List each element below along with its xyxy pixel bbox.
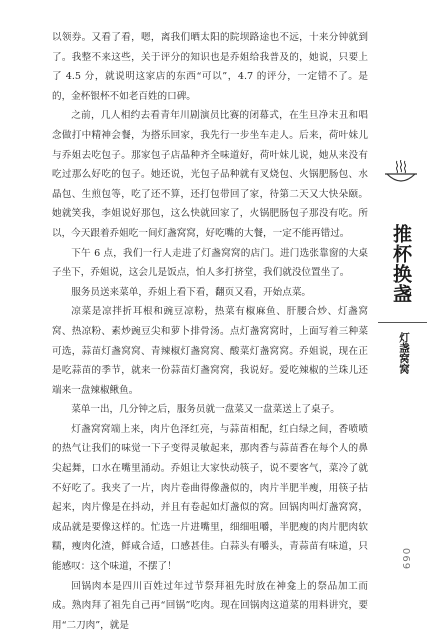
steaming-bowl-icon (384, 160, 418, 184)
paragraph-5: 凉菜是凉拌折耳根和豌豆凉粉，热菜有椒麻鱼、肝腰合炒、灯盏窝窝、热凉粉、素炒豌豆尖和萝卜排骨汤。点灯盏窝窝时，上面写着三种菜可选，蒜苗灯盏窝窝、青辣椒灯盏窝窝、酸菜灯盏窝窝。乔姐说，现在正是吃蒜苗的季节，就来一份蒜苗灯盏窝窝，我说好。爱吃辣椒的兰珠儿还端来一盘辣椒鳅鱼。 (52, 306, 368, 396)
paragraph-3: 下午 6 点，我们一行人走进了灯盏窝窝的店门。进门选张靠窗的大桌子坐下，乔姐说，这会儿是饭点，怕人多打挤堂，我们就没位置坐了。 (52, 247, 368, 279)
sidebar-divider (378, 322, 427, 323)
section-title: 灯盏窝窝 (398, 332, 410, 374)
paragraph-6: 菜单一出，几分钟之后，服务员就一盘菜又一盘菜送上了桌子。 (71, 404, 340, 416)
paragraph-4: 服务员送来菜单，乔姐上看下看，翻页又看，开始点菜。 (71, 286, 312, 298)
paragraph-7: 灯盏窝窝端上来，肉片色泽红亮，与蒜苗相配，红白绿之间，香喷喷的热气让我们的味觉一下子变得灵敏起来，那肉香与蒜苗香在每个人的鼻尖起舞，口水在嘴里涌动。乔姐让大家快动筷子，说不要客气，菜冷了就不好吃了。我夹了一片，肉片卷曲得像盏似的，肉片半肥半瘦，用筷子拈起来，肉片像是在抖动，并且有卷起如灯盏似的窝。回锅肉叫灯盏窝窝，成品就是要像这样的。忙选一片进嘴里，细细咀嚼，半肥瘦的肉片肥肉软糯，瘦肉化渣，鲜咸合适，口感甚佳。白蒜头有嚼头，青蒜苗有味道，只能感叹：这个味道，不摆了！ (52, 423, 368, 573)
paragraph-8: 回锅肉本是四川百姓过年过节祭拜祖先时放在神龛上的祭品加工而成。熟肉拜了祖先自己再“回锅”吃肉。现在回锅肉这道菜的用料讲究，要用“二刀肉”，就是 (52, 580, 368, 631)
paragraph-1: 以领券。又看了看，嗯，离我们晒太阳的院坝路途也不远，十来分钟就到了。我整不来这些，关于评分的知识也是乔姐给我普及的，她说，只要上了 4.5 分，就说明这家店的东西“可以”，4.7 的评分，一定错不了。是的，金杯银杯不如老百姓的口碑。 (52, 32, 368, 102)
chapter-title: 推杯换盏 (390, 224, 412, 304)
page-number: 069 (400, 548, 411, 571)
paragraph-2: 之前，几人相约去看青年川剧演员比赛的闭幕式，在生旦净末丑和唱念做打中精神会餐，为搭乐回家，我先行一步坐车走人。后来，荷叶妹儿与乔姐去吃包子。那家包子店晶种齐全味道好，荷叶妹儿说，她从来没有吃过那么好吃的包子。她还说，光包子品种就有叉烧包、火锅肥肠包、水晶包、生煎包等，吃了还不算，还打包带回了家，待第二天又大快朵颐。她就笑我，李姐说好那包，这么快就回家了，火锅肥肠包子那没有吃。所以，今天跟着乔姐吃一间灯盏窝窝，好吃嘴的大餐，一定不能再错过。 (52, 110, 368, 239)
body-text (52, 28, 368, 635)
